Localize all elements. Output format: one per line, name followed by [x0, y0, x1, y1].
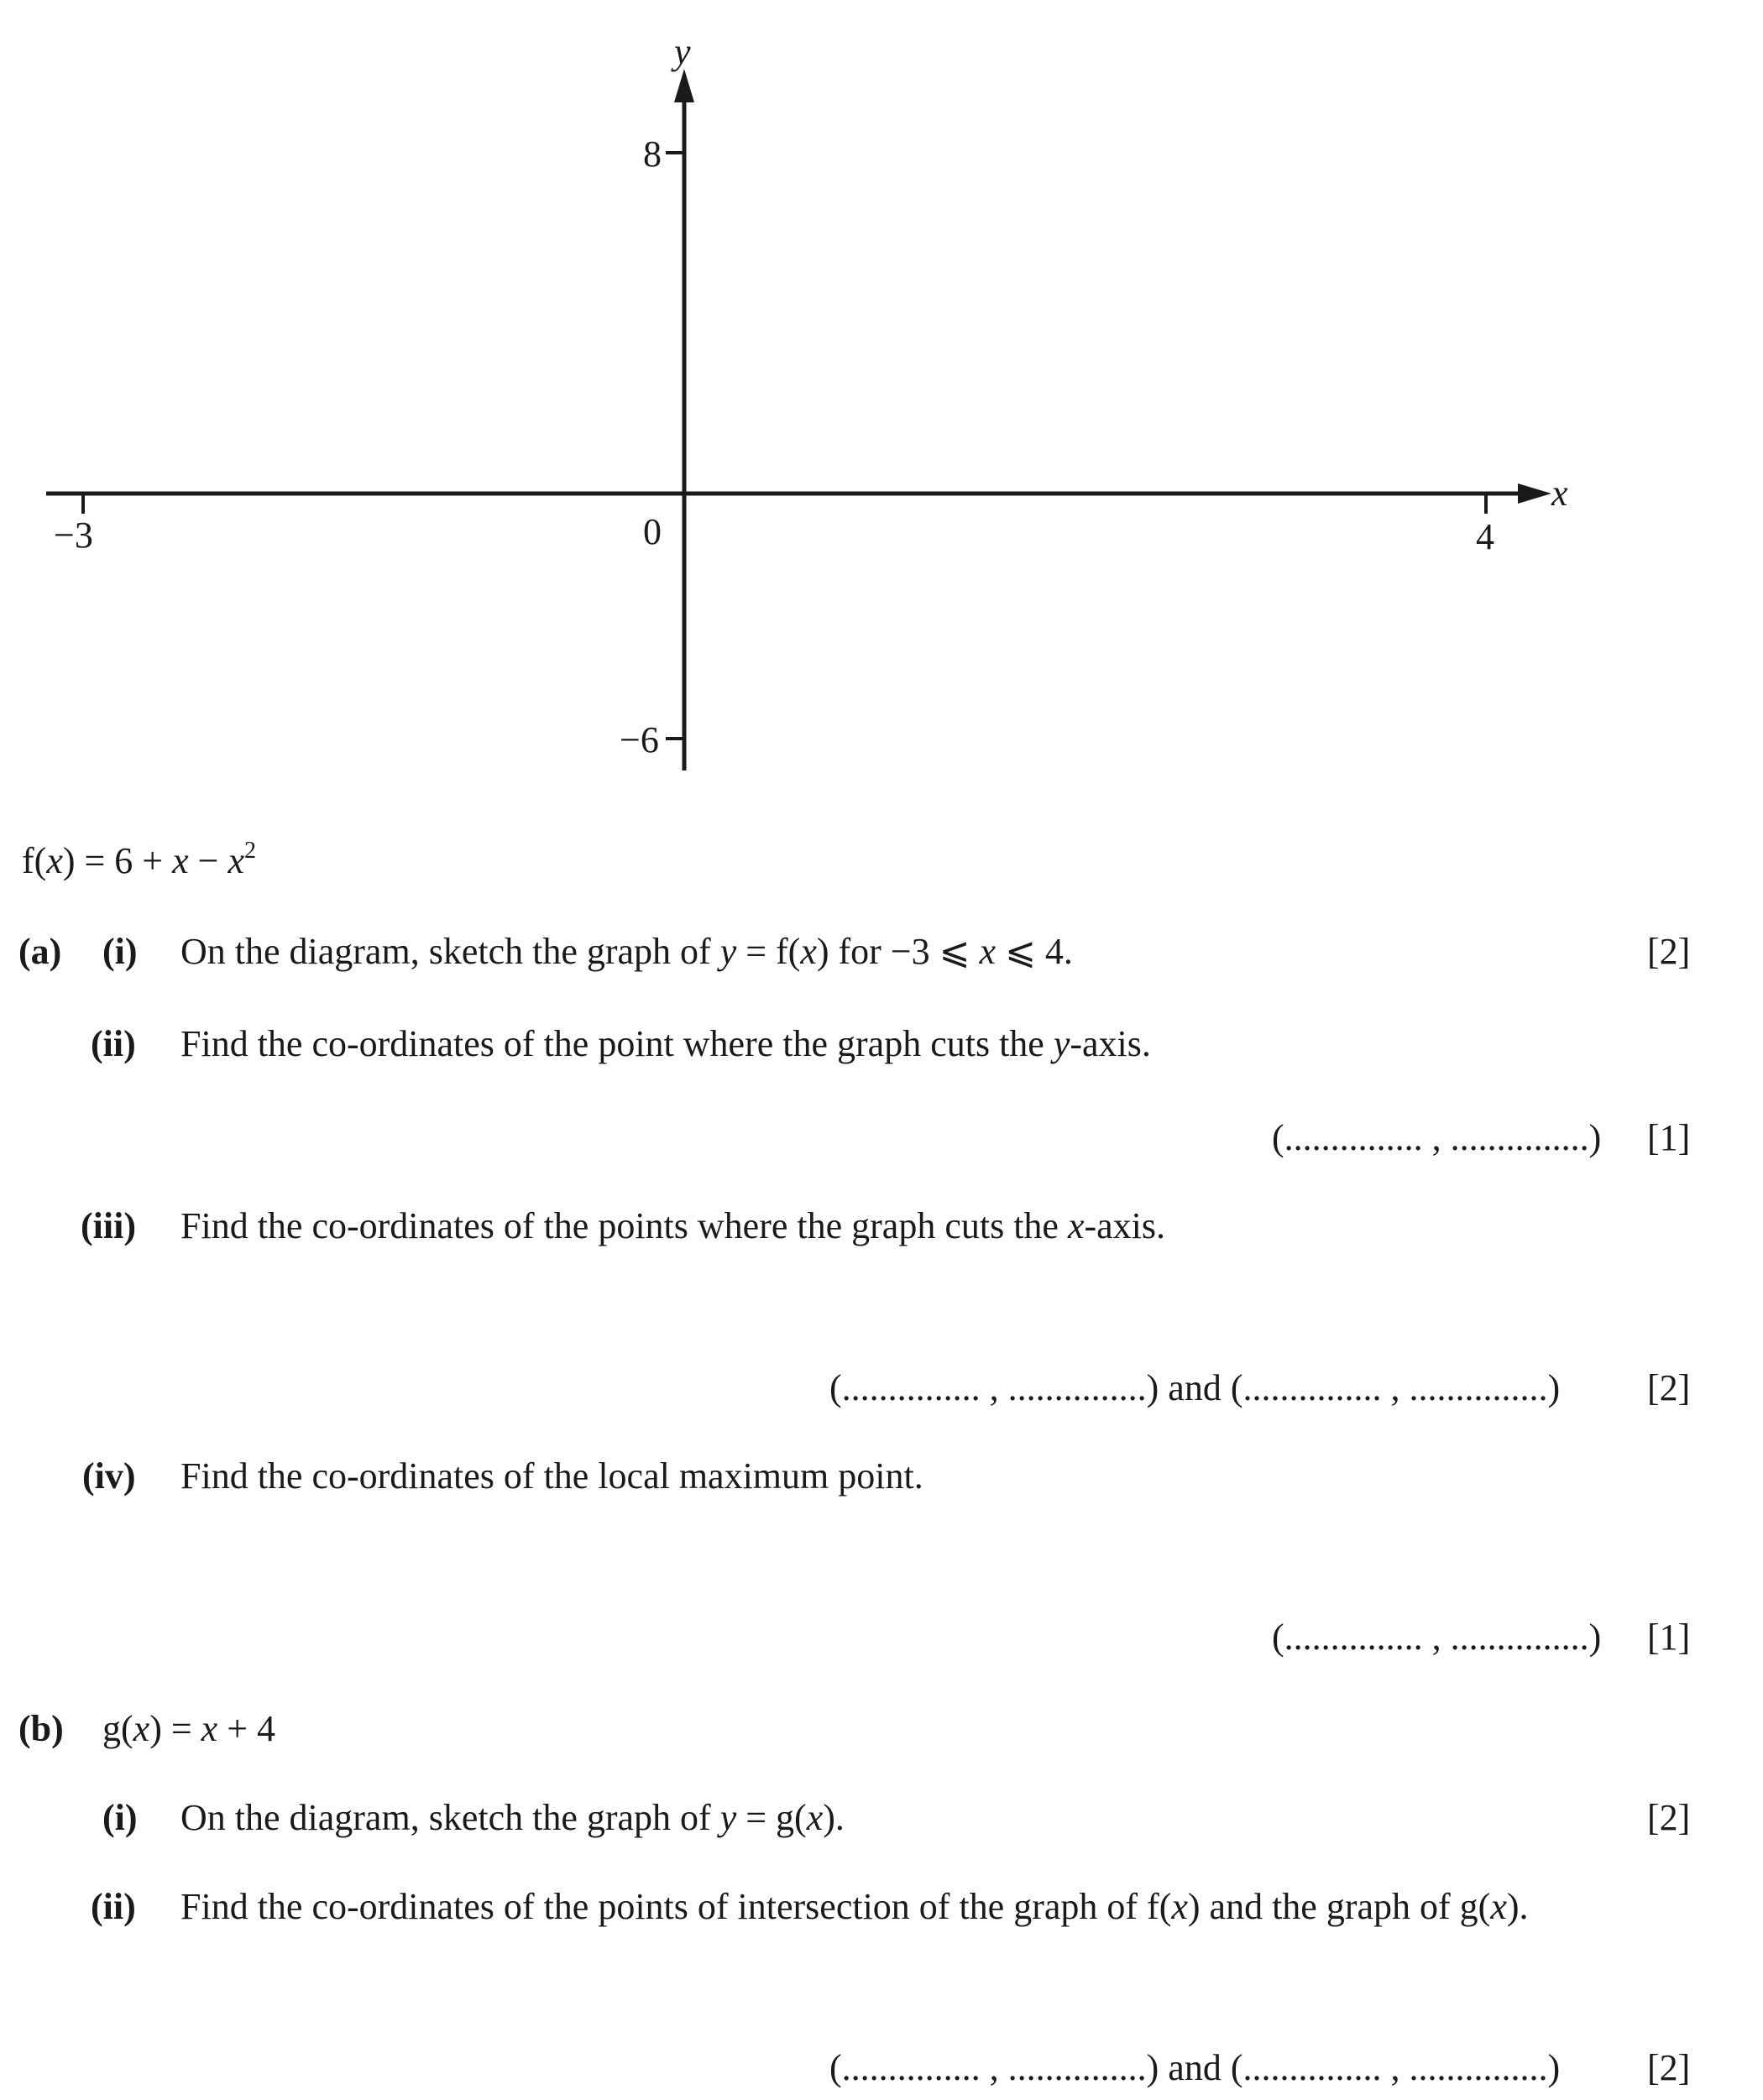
y-min-label: −6 [620, 719, 659, 760]
part-a-i-marks: [2] [1647, 931, 1691, 972]
function-g-definition: g(x) = x + 4 [102, 1708, 276, 1749]
part-b-label: (b) [18, 1708, 64, 1749]
origin-label: 0 [643, 511, 662, 552]
part-a-iv-label: (iv) [82, 1455, 136, 1497]
part-a-ii-label: (ii) [91, 1023, 136, 1064]
axes-diagram [0, 0, 1763, 806]
x-axis-arrowhead [1518, 483, 1551, 504]
part-a-ii-marks: [1] [1647, 1117, 1691, 1158]
part-a-label: (a) [18, 931, 62, 972]
part-b-i-marks: [2] [1647, 1797, 1691, 1838]
part-a-ii-question: Find the co-ordinates of the point where the graph cuts the y-axis. [180, 1023, 1151, 1064]
part-a-ii-answer-line[interactable]: (............... , ...............) [1272, 1117, 1602, 1158]
part-a-iii-marks: [2] [1647, 1367, 1691, 1408]
x-min-label: −3 [54, 515, 93, 556]
part-b-ii-label: (ii) [91, 1886, 136, 1927]
part-a-i-question: On the diagram, sketch the graph of y = f(x) for −3 ⩽ x ⩽ 4. [180, 931, 1073, 972]
part-b-ii-marks: [2] [1647, 2047, 1691, 2088]
part-a-iv-marks: [1] [1647, 1617, 1691, 1658]
part-b-i-label: (i) [102, 1797, 138, 1838]
part-a-iii-question: Find the co-ordinates of the points where the graph cuts the x-axis. [180, 1205, 1166, 1246]
part-a-i-label: (i) [102, 931, 138, 972]
y-max-label: 8 [643, 133, 662, 175]
y-axis-arrowhead [674, 69, 694, 102]
y-axis-name: y [674, 31, 691, 72]
part-b-ii-answer-line[interactable]: (............... , ...............) and (............... , ...............) [829, 2047, 1561, 2088]
part-a-iv-question: Find the co-ordinates of the local maximum point. [180, 1455, 923, 1497]
x-axis-name: x [1551, 473, 1568, 514]
part-a-iv-answer-line[interactable]: (............... , ...............) [1272, 1617, 1602, 1658]
part-a-iii-label: (iii) [81, 1205, 136, 1246]
part-b-i-question: On the diagram, sketch the graph of y = g(x). [180, 1797, 845, 1838]
part-a-iii-answer-line[interactable]: (............... , ...............) and (............... , ...............) [829, 1367, 1561, 1408]
part-b-ii-question: Find the co-ordinates of the points of intersection of the graph of f(x) and the graph of g(x). [180, 1886, 1529, 1927]
function-f-definition: $f(x) = 6 + x - x^2$ [22, 838, 257, 881]
x-max-label: 4 [1476, 516, 1494, 557]
